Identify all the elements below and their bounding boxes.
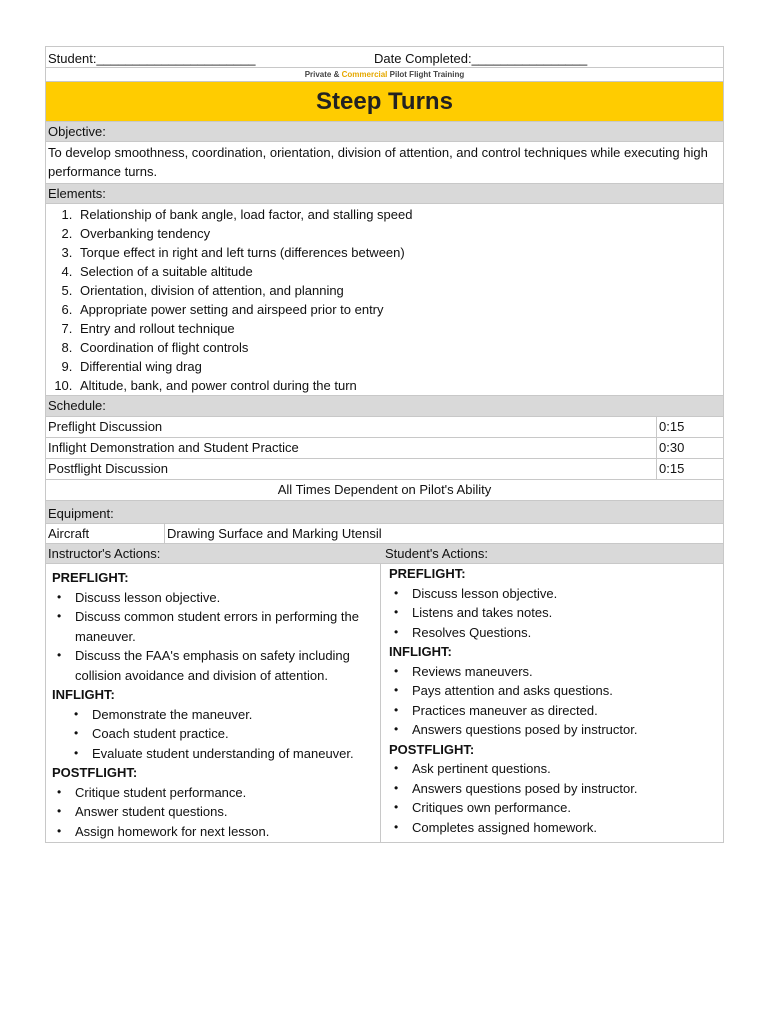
- element-item: 4. Selection of a suitable altitude: [76, 262, 723, 281]
- actions-header: [45, 544, 724, 564]
- element-item: 6. Appropriate power setting and airspeed prior to entry: [76, 300, 723, 319]
- equipment-description: Drawing Surface and Marking Utensil: [167, 526, 382, 541]
- date-label: Date Completed:: [374, 51, 472, 66]
- program-subtitle: [45, 68, 724, 82]
- program-private: Private: [304, 70, 332, 79]
- list-item: • Answers questions posed by instructor.: [412, 720, 723, 740]
- schedule-activity: Inflight Demonstration and Student Practice: [46, 438, 657, 458]
- student-preflight-list: [389, 584, 723, 643]
- list-item: • Discuss the FAA's emphasis on safety including collision avoidance and division of attention.: [75, 646, 380, 685]
- student-blank: ______________________: [96, 51, 256, 66]
- list-item: • Critique student performance.: [75, 783, 380, 803]
- instructor-actions-column: [46, 564, 381, 842]
- date-field[interactable]: [374, 49, 587, 68]
- element-item: 5. Orientation, division of attention, and planning: [76, 281, 723, 300]
- instructor-inflight-list: [52, 705, 380, 764]
- page-title: Steep Turns: [316, 88, 453, 115]
- schedule-row: [45, 459, 724, 480]
- schedule-note-row: [45, 480, 724, 501]
- program-amp: &: [331, 70, 342, 79]
- schedule-label: Schedule:: [48, 398, 106, 413]
- element-item: 1. Relationship of bank angle, load factor, and stalling speed: [76, 205, 723, 224]
- lesson-document: [45, 46, 724, 843]
- schedule-header: [45, 396, 724, 417]
- list-item: • Discuss lesson objective.: [412, 584, 723, 604]
- student-inflight-list: [389, 662, 723, 740]
- list-item: • Ask pertinent questions.: [412, 759, 723, 779]
- schedule-activity: Postflight Discussion: [46, 459, 657, 479]
- instructor-postflight-list: [52, 783, 380, 842]
- program-commercial: Commercial: [341, 70, 388, 79]
- student-actions-column: [381, 564, 723, 842]
- student-date-row: [45, 46, 724, 68]
- equipment-header: [45, 501, 724, 524]
- schedule-time: 0:30: [659, 440, 685, 455]
- list-item: • Discuss common student errors in performing the maneuver.: [75, 607, 380, 646]
- schedule-row: [45, 438, 724, 459]
- title-band: [45, 82, 724, 122]
- list-item: • Listens and takes notes.: [412, 603, 723, 623]
- list-item: • Completes assigned homework.: [412, 818, 723, 838]
- instructor-inflight-label: INFLIGHT:: [52, 687, 115, 702]
- instructor-preflight-list: [52, 588, 380, 686]
- list-item: • Coach student practice.: [92, 724, 380, 744]
- list-item: • Evaluate student understanding of maneuver.: [92, 744, 380, 764]
- instructor-actions-label: Instructor's Actions:: [48, 546, 161, 561]
- element-item: 3. Torque effect in right and left turns (differences between): [76, 243, 723, 262]
- list-item: • Critiques own performance.: [412, 798, 723, 818]
- objective-text: To develop smoothness, coordination, orientation, division of attention, and control techniques while executing high performance turns.: [48, 145, 708, 179]
- student-label: Student:: [48, 51, 97, 66]
- schedule-time: 0:15: [659, 461, 685, 476]
- student-field[interactable]: [48, 49, 256, 68]
- list-item: • Discuss lesson objective.: [75, 588, 380, 608]
- list-item: • Pays attention and asks questions.: [412, 681, 723, 701]
- objective-header: [45, 122, 724, 142]
- schedule-note: All Times Dependent on Pilot's Ability: [277, 482, 492, 497]
- student-postflight-list: [389, 759, 723, 837]
- student-preflight-label: PREFLIGHT:: [389, 566, 466, 581]
- student-actions-label: Student's Actions:: [385, 546, 488, 561]
- list-item: • Resolves Questions.: [412, 623, 723, 643]
- schedule-activity: Preflight Discussion: [46, 417, 657, 437]
- student-inflight-label: INFLIGHT:: [389, 644, 452, 659]
- program-rest: Pilot Flight Training: [387, 70, 465, 79]
- objective-label: Objective:: [48, 124, 106, 139]
- student-postflight-label: POSTFLIGHT:: [389, 741, 475, 757]
- element-item: 7. Entry and rollout technique: [76, 319, 723, 338]
- list-item: • Answer student questions.: [75, 802, 380, 822]
- equipment-row: [45, 524, 724, 544]
- list-item: • Practices maneuver as directed.: [412, 701, 723, 721]
- instructor-postflight-label: POSTFLIGHT:: [52, 765, 138, 780]
- schedule-row: [45, 417, 724, 438]
- elements-header: [45, 184, 724, 204]
- list-item: • Assign homework for next lesson.: [75, 822, 380, 842]
- element-item: 10. Altitude, bank, and power control during the turn: [76, 376, 723, 395]
- objective-body: [45, 142, 724, 184]
- element-item: 8. Coordination of flight controls: [76, 338, 723, 357]
- instructor-preflight-label: PREFLIGHT:: [52, 570, 129, 585]
- element-item: 9. Differential wing drag: [76, 357, 723, 376]
- equipment-label: Equipment:: [48, 506, 114, 521]
- schedule-time: 0:15: [659, 419, 685, 434]
- elements-body: [45, 204, 724, 396]
- date-blank: ________________: [471, 51, 588, 66]
- list-item: • Answers questions posed by instructor.: [412, 779, 723, 799]
- list-item: • Demonstrate the maneuver.: [92, 705, 380, 725]
- elements-list: [46, 205, 723, 395]
- element-item: 2. Overbanking tendency: [76, 224, 723, 243]
- equipment-item: Aircraft: [46, 524, 165, 543]
- actions-body: [45, 564, 724, 843]
- elements-label: Elements:: [48, 186, 106, 201]
- list-item: • Reviews maneuvers.: [412, 662, 723, 682]
